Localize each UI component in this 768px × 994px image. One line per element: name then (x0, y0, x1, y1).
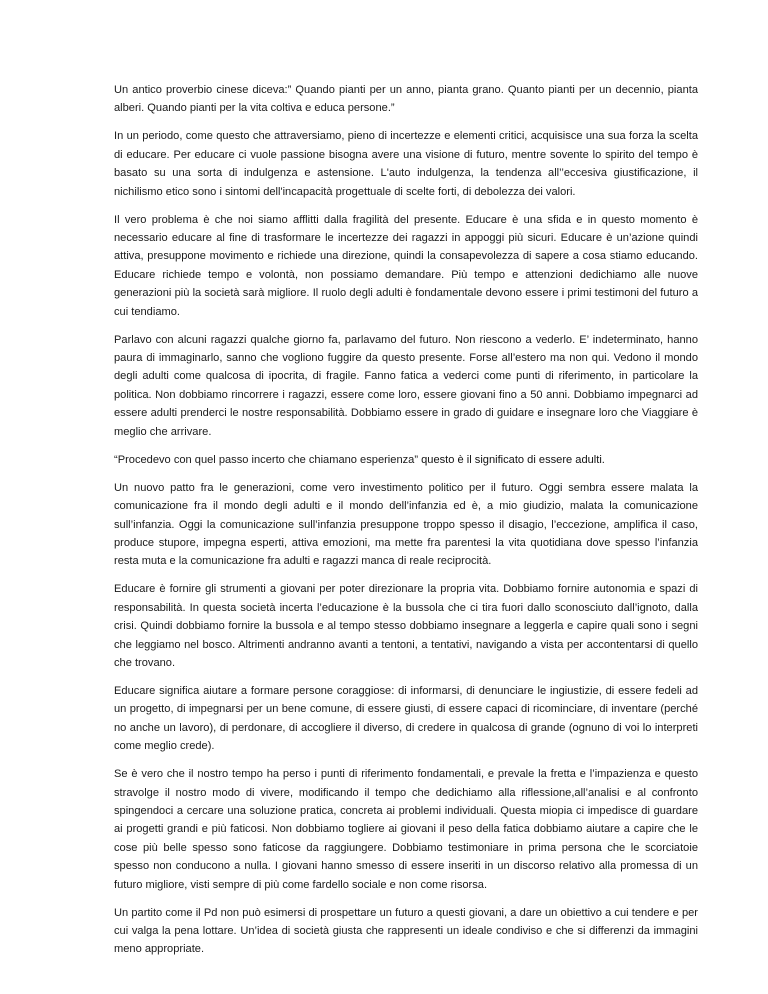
paragraph-partito-pd: Un partito come il Pd non può esimersi di prospettare un futuro a questi giovani, a dare un obiettivo a cui tendere e per cui valga la pena lottare. Un’idea di società giusta che rappresenti un ideale condiviso e che si differenzi da immagini meno appropriate. (114, 906, 698, 956)
paragraph-ragazzi-futuro: Parlavo con alcuni ragazzi qualche giorno fa, parlavamo del futuro. Non riescono a vederlo. E’ indeterminato, hanno paura di immaginarlo, sanno che vogliono fuggire da questo presente. Forse all’estero ma non qui. Vedono il mondo degli adulti come qualcosa di ipocrita, di fragile. Fanno fatica a vederci come punti di riferimento, in particolare la politica. Non dobbiamo rincorrere i ragazzi, essere come loro, essere giovani fino a 50 anni. Dobbiamo impegnarci ad essere adulti prenderci le nostre responsabilità. Dobbiamo essere in grado di guidare e insegnare loro che Viaggiare è meglio che arrivare. (114, 333, 698, 438)
paragraph-patto-generazioni: Un nuovo patto fra le generazioni, come vero investimento politico per il futuro. Oggi sembra essere malata la comunicazione fra il mondo degli adulti e il mondo dell’infanzia ed è, a mio giudizio, malata la comunicazione sull’infanzia. Oggi la comunicazione sull’infanzia presuppone troppo spesso il disagio, l’eccezione, amplifica il caso, produce stupore, impegna esperti, attiva emozioni, ma mette fra parentesi la vita quotidiana dove spesso l’infanzia resta muta e la comunicazione fra adulti e ragazzi manca di reale reciprocità. (114, 481, 698, 568)
quote-conclusion: questo è il significato di essere adulti. (418, 453, 605, 466)
paragraph-vero-problema: Il vero problema è che noi siamo afflitti dalla fragilità del presente. Educare è una sfida e in questo momento è necessario educare al fine di trasformare le incertezze dei ragazzi in appoggi più sicuri. Educare è un’azione quindi attiva, presuppone movimento e richiede una direzione, quindi la consapevolezza di sapere a cosa stiamo educando. Educare richiede tempo e volontà, non possiamo demandare. Più tempo e attenzioni dedichiamo alle nuove generazioni più la società sarà migliore. Il ruolo degli adulti è fondamentale devono essere i primi testimoni del futuro a cui tendiamo. (114, 213, 698, 318)
paragraph-quote-esperienza (114, 451, 698, 469)
paragraph-tempo-riferimento: Se è vero che il nostro tempo ha perso i punti di riferimento fondamentali, e prevale la fretta e l’impazienza e questo stravolge il nostro modo di vivere, modificando il tempo che dedichiamo alla riflessione,all’analisi e al confronto spingendoci a cercare una soluzione pratica, concreta ai problemi individuali. Questa miopia ci impedisce di guardare ai progetti grandi e più faticosi. Non dobbiamo togliere ai giovani il peso della fatica dobbiamo aiutare a capire che le cose più belle spesso sono faticose da raggiungere. Dobbiamo testimoniare in prima persona che le scorciatoie spesso non conducono a nulla. I giovani hanno smesso di essere inseriti in un discorso relativo alla promessa di un futuro migliore, visti sempre di più come fardello sociale e non come risorsa. (114, 768, 698, 891)
paragraph-persone-coraggiose: Educare significa aiutare a formare persone coraggiose: di informarsi, di denunciare le ingiustizie, di essere fedeli ad un progetto, di impegnarsi per un bene comune, di essere giusti, di essere capaci di ricominciare, di inventare (perché no anche un lavoro), di perdonare, di accogliere il diverso, di credere in qualcosa di grande (ognuno di voi lo interpreti come meglio crede). (114, 684, 698, 753)
document-page (114, 81, 698, 968)
paragraph-proverb: Un antico proverbio cinese diceva:” Quando pianti per un anno, pianta grano. Quanto pianti per un decennio, pianta alberi. Quando pianti per la vita coltiva e educa persone.” (114, 84, 698, 115)
quote-text: “Procedevo con quel passo incerto che chiamano esperienza” (114, 453, 419, 466)
paragraph-educare-scelta: In un periodo, come questo che attraversiamo, pieno di incertezze e elementi critici, acquisisce una sua forza la scelta di educare. Per educare ci vuole passione bisogna avere una visione di futuro, mentre sovente lo spirito del tempo è basato su una sorta di indulgenza e astensione. L'auto indulgenza, la tendenza all’’eccesiva giustificazione, il nichilismo etico sono i sintomi dell'incapacità progettuale di scelte forti, di debolezza dei valori. (114, 130, 698, 198)
paragraph-educare-strumenti: Educare è fornire gli strumenti a giovani per poter direzionare la propria vita. Dobbiamo fornire autonomia e spazi di responsabilità. In questa società incerta l’educazione è la bussola che ci tira fuori dallo sconosciuto dall’ignoto, dalla crisi. Quindi dobbiamo fornire la bussola e al tempo stesso dobbiamo insegnare a leggerla e capire quali sono i segni che leggiamo nel bosco. Altrimenti andranno avanti a tentoni, a tentativi, navigando a vista per accontentarsi di quello che trovano. (114, 583, 698, 669)
